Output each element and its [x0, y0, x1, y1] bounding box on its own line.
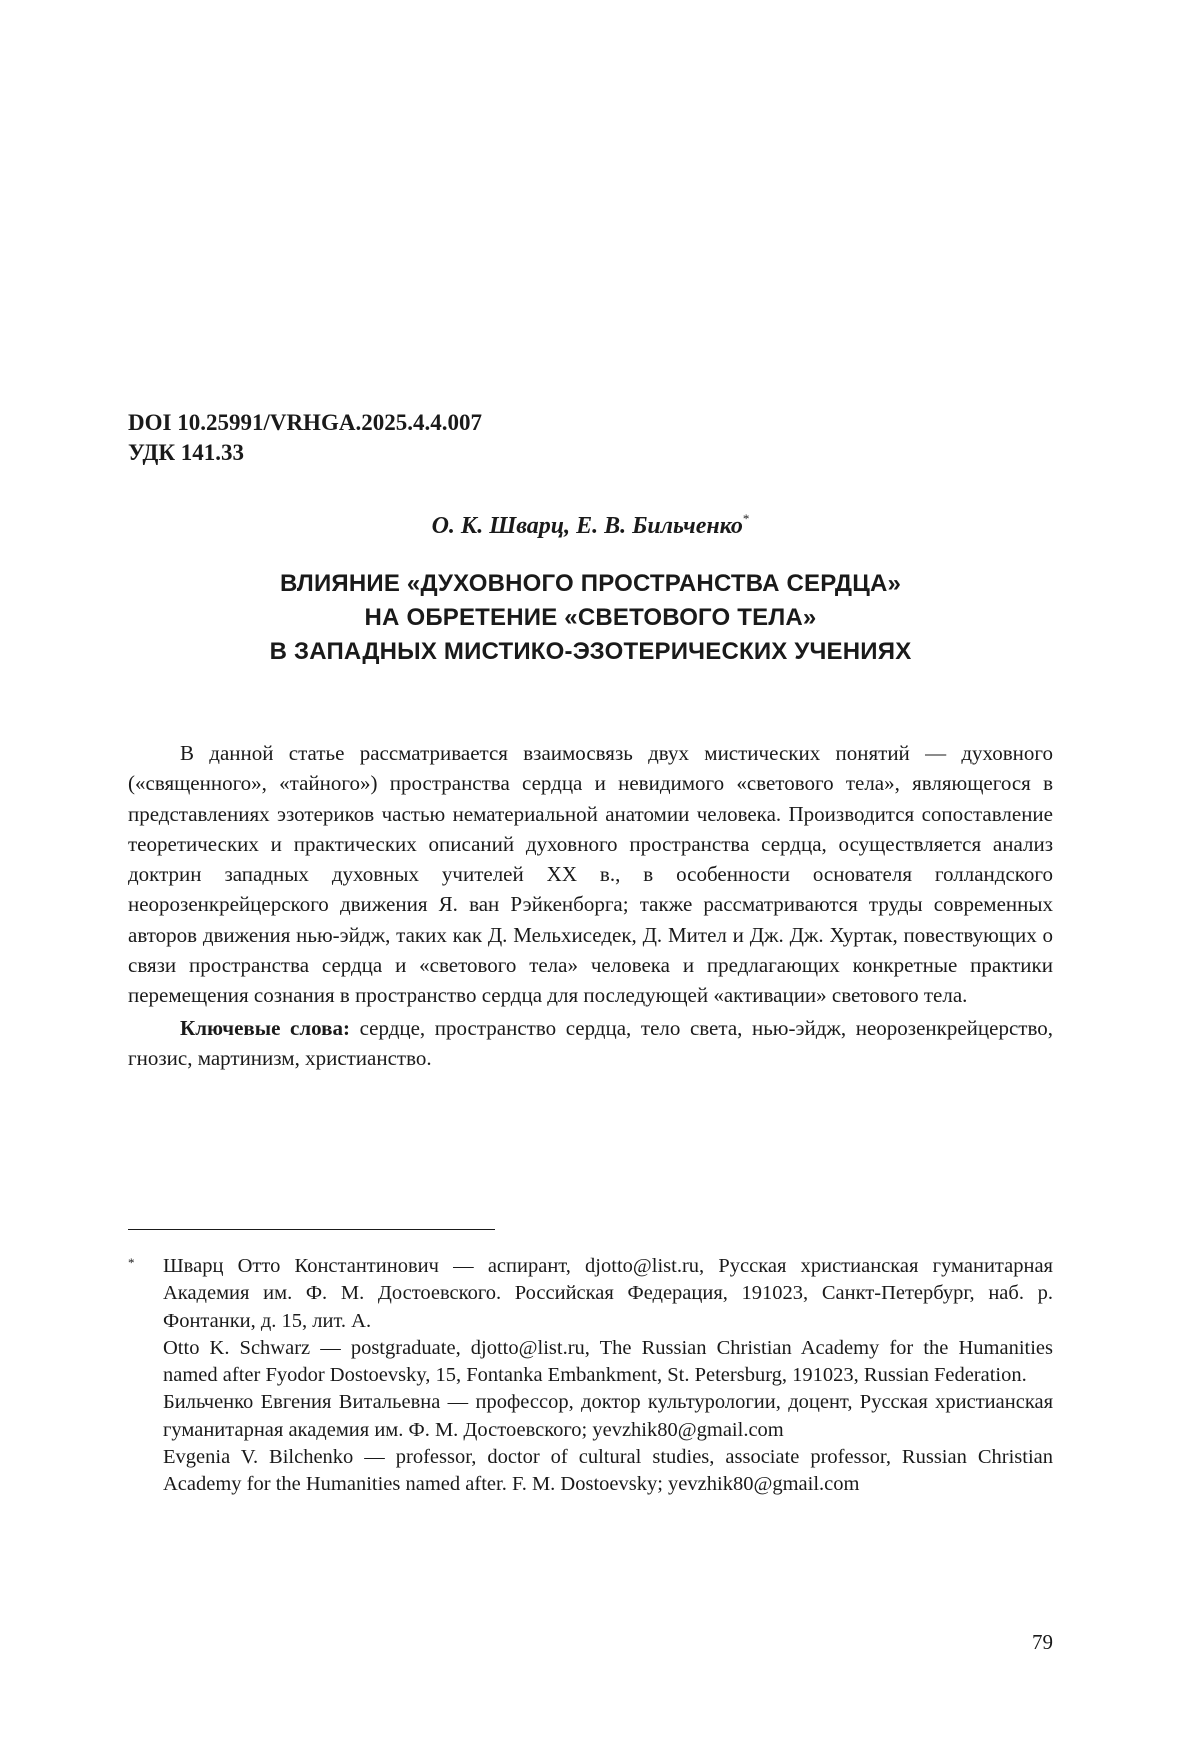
- author-footnote-marker: *: [742, 511, 750, 526]
- author-footnote: [128, 1253, 1053, 1499]
- keywords-list: сердце, пространство сердца, тело света, нью-эйдж, неорозенкрейцерство, гнозис, мартинизм, христианство.: [128, 1015, 1053, 1070]
- footnote-paragraph: Otto K. Schwarz — postgraduate, djotto@list.ru, The Russian Christian Academy for the Humanities named after Fyodor Dostoevsky, 15, Fontanka Embankment, St. Petersburg, 191023, Russian Federation.: [163, 1336, 1053, 1387]
- udk: УДК 141.33: [128, 440, 245, 465]
- doi: DOI 10.25991/VRHGA.2025.4.4.007: [128, 410, 482, 435]
- footnote-body: [163, 1253, 1053, 1499]
- article-title: [128, 567, 1053, 669]
- footnote-paragraph: Evgenia V. Bilchenko — professor, doctor of cultural studies, associate professor, Russian Christian Academy for the Humanities named after. F. M. Dostoevsky; yevzhik80@gmail.com: [163, 1446, 1053, 1496]
- abstract: [128, 738, 1053, 1073]
- article-identifiers: [128, 408, 482, 468]
- keywords-label: Ключевые слова:: [180, 1015, 350, 1040]
- author-line: [128, 504, 1053, 541]
- keywords: [128, 1013, 1053, 1074]
- title-line: ВЛИЯНИЕ «ДУХОВНОГО ПРОСТРАНСТВА СЕРДЦА»: [279, 570, 902, 597]
- abstract-text: В данной статье рассматривается взаимосвязь двух мистических понятий — духовного («священного», «тайного») пространства сердца и невидимого «светового тела», являющегося в представлениях эзотериков частью нематериальной анатомии человека. Производится сопоставление теоретических и практических описаний духовного пространства сердца, осуществляется анализ доктрин западных духовных учителей XX в., в особенности основателя голландского неорозенкрейцерского движения Я. ван Рэйкенборга; также рассматриваются труды современных авторов движения нью-эйдж, таких как Д. Мельхиседек, Д. Мител и Дж. Дж. Хуртак, повествующих о связи пространства сердца и «светового тела» человека и предлагающих конкретные практики перемещения сознания в пространство сердца для последующей «активации» светового тела.: [128, 741, 1053, 1008]
- author-names: О. К. Шварц, Е. В. Бильченко: [431, 513, 743, 539]
- footnote-marker: *: [128, 1255, 135, 1270]
- footnote-divider: [128, 1229, 495, 1230]
- footnote-paragraph: Шварц Отто Константинович — аспирант, djotto@list.ru, Русская христианская гуманитарная Академия им. Ф. М. Достоевского. Российская Федерация, 191023, Санкт-Петербург, наб. р. Фонтанки, д. 15, лит. А.: [163, 1255, 1053, 1332]
- page-number: 79: [1032, 1630, 1053, 1654]
- title-line: В ЗАПАДНЫХ МИСТИКО-ЭЗОТЕРИЧЕСКИХ УЧЕНИЯХ: [269, 638, 912, 665]
- title-line: НА ОБРЕТЕНИЕ «СВЕТОВОГО ТЕЛА»: [364, 604, 817, 631]
- footnote-paragraph: Бильченко Евгения Витальевна — профессор, доктор культурологии, доцент, Русская христианская гуманитарная академия им. Ф. М. Достоевского; yevzhik80@gmail.com: [163, 1391, 1053, 1441]
